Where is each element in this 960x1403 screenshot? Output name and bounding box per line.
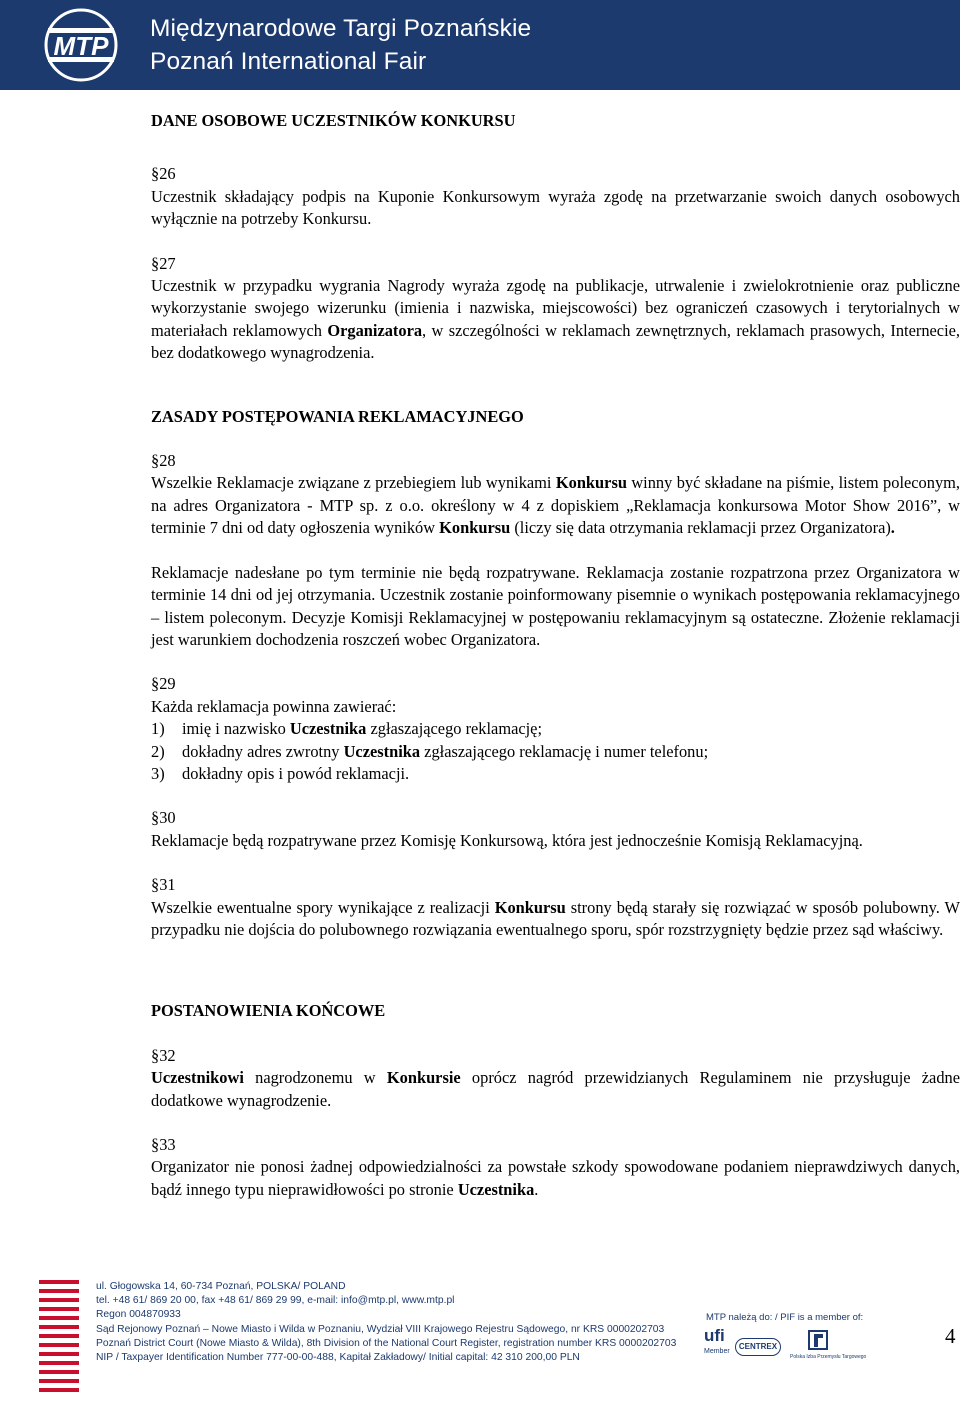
footer-nip: NIP / Taxpayer Identification Number 777-00-00-488, Kapitał Zakładowy/ Initial capital: 42 310 200,00 PLN: [96, 1352, 580, 1364]
paragraph-number: §33: [151, 1135, 176, 1154]
document-body: [151, 109, 960, 1201]
section-icon: §: [151, 1135, 160, 1154]
paragraph-28: Wszelkie Reklamacje związane z przebiegiem lub wynikami Konkursu winny być składane na piśmie, listem poleconym, na adres Organizatora - MTP sp. z o.o. określony w 4 z dopiskiem „Reklamacja konkursowa Motor Show 2016”, w terminie 7 dni od daty ogłoszenia wyników Konkursu (liczy się data otrzymania reklamacji przez Organizatora).: [151, 473, 960, 538]
logo-text: MTP: [53, 31, 109, 61]
paragraph-number: §30: [151, 808, 176, 828]
paragraph-30: Reklamacje będą rozpatrywane przez Komisję Konkursową, która jest jednocześnie Komisją Reklamacyjną.: [151, 830, 863, 850]
paragraph-27: Uczestnik w przypadku wygrania Nagrody wyraża zgodę na publikacje, utrwalenie i zwielokrotnienie oraz publiczne wykorzystanie swojego wizerunku (imienia i nazwiska, miejscowości) bez ograniczeń czasowych i terytorialnych w materiałach reklamowych Organizatora, w szczególności w reklamach zewnętrznych, reklamach prasowych, Internecie, bez dodatkowego wynagrodzenia.: [151, 276, 960, 363]
centrex-logo-icon: CENTREX: [735, 1338, 781, 1356]
paragraph-number: §32: [151, 1045, 176, 1065]
page-footer: [0, 1272, 960, 1403]
section-icon: §: [151, 674, 160, 694]
footer-address: ul. Głogowska 14, 60-734 Poznań, POLSKA/ POLAND: [96, 1281, 346, 1292]
section-heading-complaints: ZASADY POSTĘPOWANIA REKLAMACYJNEGO: [151, 406, 524, 426]
brand-line-1: Międzynarodowe Targi Poznańskie: [150, 15, 532, 42]
brand-line-2: Poznań International Fair: [150, 48, 427, 75]
paragraph-number: §28: [151, 451, 176, 471]
page-number: 4: [945, 1324, 956, 1348]
footer-court-pl: Sąd Rejonowy Poznań – Nowe Miasto i Wilda w Poznaniu, Wydział VIII Krajowego Rejestru Sądowego, nr KRS 0000202703: [96, 1323, 665, 1335]
section-icon: §: [151, 253, 160, 273]
section-icon: §: [151, 875, 160, 895]
pif-logo-icon: [808, 1330, 828, 1350]
footer-contact: tel. +48 61/ 869 20 00, fax +48 61/ 869 29 99, e-mail: info@mtp.pl, www.mtp.pl: [96, 1295, 455, 1307]
paragraph-number: §27: [151, 253, 176, 273]
paragraph-33: Organizator nie ponosi żadnej odpowiedzialności za powstałe szkody spowodowane podaniem nieprawdziwych danych, bądź innego typu nieprawidłowości po stronie Uczestnika.: [151, 1157, 960, 1199]
company-details: [96, 1280, 676, 1365]
section-icon: §: [151, 164, 160, 184]
footer-regon: Regon 004870933: [96, 1309, 181, 1321]
section-heading-final-provisions: POSTANOWIENIA KOŃCOWE: [151, 1001, 386, 1021]
paragraph-32: Uczestnikowi nagrodzonemu w Konkursie oprócz nagród przewidzianych Regulaminem nie przysługuje żadne dodatkowe wynagrodzenie.: [151, 1068, 960, 1110]
list-item: 2) dokładny adres zwrotny Uczestnika zgłaszającego reklamację i numer telefonu;: [151, 741, 709, 761]
page-header: [0, 0, 960, 90]
section-icon: §: [151, 1045, 160, 1065]
paragraph-26: Uczestnik składający podpis na Kuponie Konkursowym wyraża zgodę na przetwarzanie swoich danych osobowych wyłącznie na potrzeby Konkursu.: [151, 186, 960, 229]
paragraph-28-continued: Reklamacje nadesłane po tym terminie nie będą rozpatrywane. Reklamacja zostanie rozpatrzona przez Organizatora w terminie 14 dni od jej otrzymania. Uczestnik zostanie poinformowany pisemnie o wynikach postępowania reklamacyjnego – listem poleconym. Decyzje Komisji Reklamacyjnej w postępowaniu reklamacyjnym są ostateczne. Złożenie reklamacji jest warunkiem dochodzenia roszczeń wobec Organizatora.: [151, 562, 960, 649]
section-heading-personal-data: DANE OSOBOWE UCZESTNIKÓW KONKURSU: [151, 111, 516, 130]
footer-court-en: Poznań District Court (Nowe Miasto & Wilda), 8th Division of the National Court Register, registration number KRS 0000202703: [96, 1337, 677, 1349]
paragraph-number: §29: [151, 674, 176, 694]
list-item: 1) imię i nazwisko Uczestnika zgłaszającego reklamację;: [151, 719, 543, 739]
brand-name: [150, 12, 531, 78]
section-icon: §: [151, 808, 160, 828]
complaint-requirements-list: [151, 718, 960, 785]
paragraph-29-intro: Każda reklamacja powinna zawierać:: [151, 696, 397, 716]
section-icon: §: [151, 451, 160, 471]
mtp-logo-icon: [44, 8, 118, 82]
membership-label: MTP należą do: / PIF is a member of:: [706, 1312, 864, 1323]
pif-caption: Polska Izba Przemysłu Targowego: [790, 1354, 867, 1360]
ufi-logo-icon: ufi Member: [704, 1326, 730, 1355]
paragraph-number: §31: [151, 875, 176, 895]
list-item: 3) dokładny opis i powód reklamacji.: [151, 763, 410, 783]
paragraph-number: §26: [151, 164, 176, 184]
paragraph-31: Wszelkie ewentualne spory wynikające z realizacji Konkursu strony będą starały się rozwiązać w sposób polubowny. W przypadku nie dojścia do polubownego rozwiązania ewentualnego sporu, spór rozstrzygnięty będzie przez sąd właściwy.: [151, 897, 960, 939]
red-stripes-icon: [39, 1280, 79, 1392]
